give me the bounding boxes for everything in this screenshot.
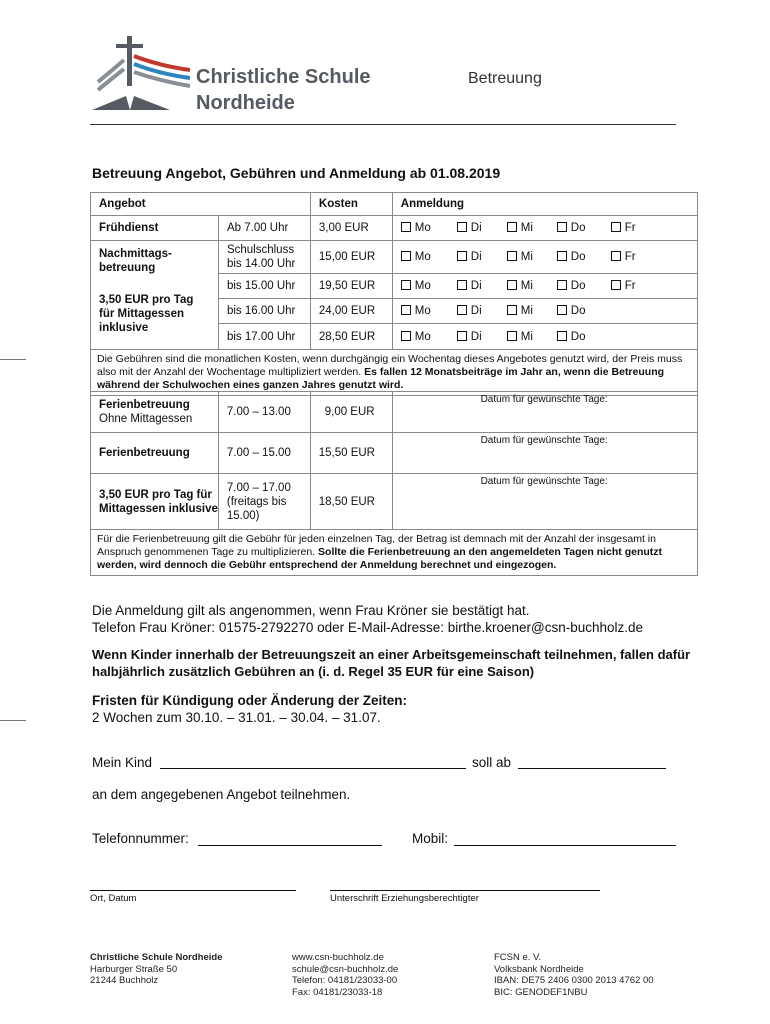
checkbox-mi[interactable] — [507, 331, 517, 341]
day-option — [457, 305, 507, 317]
footer-fax: Fax: 04181/23033-18 — [292, 986, 383, 998]
footer-school-name: Christliche Schule Nordheide — [90, 952, 223, 963]
day-label: Mo — [414, 222, 431, 234]
footer-email: schule@csn-buchholz.de — [292, 963, 399, 975]
day-option — [401, 331, 457, 343]
row-time: bis 17.00 Uhr — [218, 324, 310, 350]
row-time: 7.00 – 13.00 — [218, 392, 310, 433]
row-time: 7.00 – 17.00 (freitags bis 15.00) — [218, 474, 310, 530]
day-option — [457, 331, 507, 343]
day-label: Mo — [414, 251, 431, 263]
day-label: Do — [570, 251, 586, 263]
fee-note-text: Die Gebühren sind die monatlichen Kosten, wenn durchgängig ein Wochentag dieses Angebotes genutzt wird, der Preis muss also mit der Anzahl der Wochentage multipliziert werden. — [97, 353, 683, 378]
checkbox-di[interactable] — [457, 331, 467, 341]
day-checkboxes — [392, 324, 697, 350]
day-checkboxes — [392, 299, 697, 324]
day-label: Do — [570, 222, 586, 234]
checkbox-mi[interactable] — [507, 251, 517, 261]
checkbox-do[interactable] — [557, 222, 567, 232]
table-row — [91, 530, 698, 576]
fristen-heading: Fristen für Kündigung oder Änderung der Zeiten: — [92, 693, 407, 708]
checkbox-mo[interactable] — [401, 251, 411, 261]
row-cost: 28,50 EUR — [310, 324, 392, 350]
holiday-sub: Ohne Mittagessen — [99, 413, 193, 425]
day-option — [507, 331, 557, 343]
row-cost: 18,50 EUR — [310, 474, 392, 530]
day-option — [401, 280, 457, 292]
confirmation-line-1: Die Anmeldung gilt als angenommen, wenn Frau Kröner sie bestätigt hat. — [92, 603, 530, 618]
school-logo — [90, 36, 194, 116]
day-label: Di — [470, 330, 482, 343]
checkbox-mi[interactable] — [507, 305, 517, 315]
signature-field[interactable] — [330, 890, 600, 891]
day-label: Mi — [520, 305, 533, 317]
day-label: Do — [570, 280, 586, 292]
day-option — [401, 251, 457, 263]
day-option — [611, 251, 651, 263]
row-cost: 15,50 EUR — [310, 433, 392, 474]
day-option — [557, 331, 611, 343]
day-label: Di — [470, 251, 482, 263]
row-cost: 9,00 EUR — [310, 392, 392, 433]
footer-contact — [292, 952, 398, 998]
row-cost: 3,00 EUR — [310, 216, 392, 241]
phone-field[interactable] — [198, 845, 382, 846]
day-label: Do — [570, 305, 586, 317]
holiday-lunch-note: 3,50 EUR pro Tag für Mittagessen inklusive — [91, 474, 219, 530]
table-row — [91, 350, 698, 396]
header-kosten: Kosten — [310, 193, 392, 216]
day-option — [557, 280, 611, 292]
fold-mark — [0, 720, 26, 721]
row-cost: 15,00 EUR — [310, 241, 392, 274]
day-label: Do — [570, 330, 586, 343]
table-row — [91, 241, 698, 274]
date-label: Datum für gewünschte Tage: — [480, 476, 608, 487]
day-label: Mo — [414, 305, 431, 317]
header-divider — [90, 124, 676, 125]
kind-label: Mein Kind — [92, 755, 153, 770]
row-time: 7.00 – 15.00 — [218, 433, 310, 474]
holiday-name: Ferienbetreuung — [91, 433, 219, 474]
checkbox-mi[interactable] — [507, 222, 517, 232]
day-option — [507, 305, 557, 317]
row-time: bis 16.00 Uhr — [218, 299, 310, 324]
checkbox-do[interactable] — [557, 280, 567, 290]
day-label: Fr — [624, 251, 636, 263]
offer-fruehdienst: Frühdienst — [91, 216, 219, 241]
checkbox-mo[interactable] — [401, 305, 411, 315]
day-option — [401, 305, 457, 317]
table-row — [91, 474, 698, 530]
mobil-label: Mobil: — [412, 831, 449, 846]
checkbox-fr[interactable] — [611, 222, 621, 232]
table-row — [91, 392, 698, 433]
row-cost: 19,50 EUR — [310, 274, 392, 299]
offer-nachmittag: Nachmittags-betreuung — [99, 248, 172, 274]
holiday-offer — [91, 392, 219, 433]
checkbox-mo[interactable] — [401, 222, 411, 232]
confirmation-line-2: Telefon Frau Kröner: 01575-2792270 oder E-Mail-Adresse: birthe.kroener@csn-buchholz.de — [92, 620, 644, 635]
header-angebot: Angebot — [91, 193, 311, 216]
day-checkboxes — [392, 216, 697, 241]
day-option — [557, 305, 611, 317]
cross-book-icon — [90, 36, 194, 116]
checkbox-fr[interactable] — [611, 251, 621, 261]
checkbox-di[interactable] — [457, 251, 467, 261]
row-cost: 24,00 EUR — [310, 299, 392, 324]
day-option — [611, 280, 651, 292]
header-anmeldung: Anmeldung — [392, 193, 697, 216]
checkbox-do[interactable] — [557, 251, 567, 261]
day-option — [507, 251, 557, 263]
day-label: Mi — [520, 330, 533, 343]
footer-street: Harburger Straße 50 — [90, 963, 178, 975]
footer-bic: BIC: GENODEF1NBU — [494, 986, 588, 998]
place-date-field[interactable] — [90, 890, 296, 891]
footer-city: 21244 Buchholz — [90, 975, 159, 986]
holiday-table — [90, 391, 698, 576]
day-option — [401, 222, 457, 234]
holiday-note-text: Für die Ferienbetreuung gilt die Gebühr für jeden einzelnen Tag, der Betrag ist demnach mit der Anzahl der insgesamt in Anspruch genommenen Tage zu multiplizieren. — [97, 533, 656, 558]
fristen-text: 2 Wochen zum 30.10. – 31.01. – 30.04. – 31.07. — [92, 710, 381, 725]
logo-line-2: Nordheide — [196, 92, 295, 114]
day-option — [557, 251, 611, 263]
day-label: Di — [470, 305, 482, 317]
confirmation-text — [92, 602, 643, 636]
date-field[interactable] — [392, 474, 697, 530]
day-label: Mi — [520, 251, 533, 263]
checkbox-fr[interactable] — [611, 280, 621, 290]
footer-phone: Telefon: 04181/23033-00 — [292, 975, 398, 986]
checkbox-di[interactable] — [457, 305, 467, 315]
checkbox-di[interactable] — [457, 222, 467, 232]
row-time: Schulschluss bis 14.00 Uhr — [218, 241, 310, 274]
footer-bank — [494, 952, 654, 998]
date-field[interactable] — [392, 433, 697, 474]
day-label: Mi — [520, 222, 533, 234]
footer-address — [90, 952, 223, 987]
day-label: Fr — [624, 222, 636, 234]
checkbox-do[interactable] — [557, 305, 567, 315]
day-option — [457, 251, 507, 263]
section-title: Betreuung — [468, 70, 542, 87]
checkbox-mo[interactable] — [401, 280, 411, 290]
holiday-name: Ferienbetreuung — [99, 399, 190, 411]
day-option — [557, 222, 611, 234]
checkbox-di[interactable] — [457, 280, 467, 290]
table-row — [91, 216, 698, 241]
child-name-field[interactable] — [160, 768, 466, 769]
footer-website: www.csn-buchholz.de — [292, 952, 384, 963]
day-option — [457, 280, 507, 292]
checkbox-mo[interactable] — [401, 331, 411, 341]
date-label: Datum für gewünschte Tage: — [480, 394, 608, 405]
day-checkboxes — [392, 241, 697, 274]
soll-ab-label: soll ab — [472, 755, 512, 770]
date-field[interactable] — [392, 392, 697, 433]
footer-iban: IBAN: DE75 2406 0300 2013 4762 00 — [494, 975, 654, 986]
checkbox-do[interactable] — [557, 331, 567, 341]
date-label: Datum für gewünschte Tage: — [480, 435, 608, 446]
fold-mark — [0, 359, 26, 360]
holiday-note — [91, 530, 698, 576]
checkbox-mi[interactable] — [507, 280, 517, 290]
day-label: Di — [470, 280, 482, 292]
table-row — [91, 433, 698, 474]
day-checkboxes — [392, 274, 697, 299]
offer-lunch-note: 3,50 EUR pro Tag für Mittagessen inklusive — [99, 294, 194, 334]
fristen-block — [92, 692, 407, 726]
telefon-label: Telefonnummer: — [92, 831, 189, 846]
holiday-note-bold: Sollte die Ferienbetreuung an den angemeldeten Tagen nicht genutzt werden, wird dennoch die Gebühr entsprechend der Anmeldung berechnet und eingezogen. — [97, 546, 663, 571]
ort-datum-label: Ort, Datum — [90, 893, 137, 904]
row-time: Ab 7.00 Uhr — [218, 216, 310, 241]
mobile-field[interactable] — [454, 845, 676, 846]
day-option — [507, 280, 557, 292]
signature-label: Unterschrift Erziehungsberechtigter — [330, 893, 479, 904]
logo-text — [196, 64, 371, 116]
day-label: Mi — [520, 280, 533, 292]
fee-note-bold: Es fallen 12 Monatsbeiträge im Jahr an, wenn die Betreuung während der Schulwochen eines ganzen Jahres genutzt wird. — [97, 366, 665, 391]
teilnehmen-text: an dem angegebenen Angebot teilnehmen. — [92, 787, 351, 802]
offer-table — [90, 192, 698, 396]
start-date-field[interactable] — [518, 768, 666, 769]
ag-warning: Wenn Kinder innerhalb der Betreuungszeit an einer Arbeitsgemeinschaft teilnehmen, fallen dafür halbjährlich zusätzlich Gebühren an (i. d. Regel 35 EUR für eine Saison) — [92, 647, 691, 679]
day-option — [457, 222, 507, 234]
row-time: bis 15.00 Uhr — [218, 274, 310, 299]
day-option — [611, 222, 651, 234]
day-label: Di — [470, 222, 482, 234]
offer-nachmittag-cell — [91, 241, 219, 350]
day-label: Fr — [624, 280, 636, 292]
logo-line-1: Christliche Schule — [196, 66, 371, 88]
day-label: Mo — [414, 280, 431, 292]
day-option — [507, 222, 557, 234]
fee-note — [91, 350, 698, 396]
day-label: Mo — [414, 330, 431, 343]
footer-association: FCSN e. V. — [494, 952, 542, 963]
footer-bank-name: Volksbank Nordheide — [494, 963, 584, 975]
page-title: Betreuung Angebot, Gebühren und Anmeldung ab 01.08.2019 — [92, 165, 501, 181]
